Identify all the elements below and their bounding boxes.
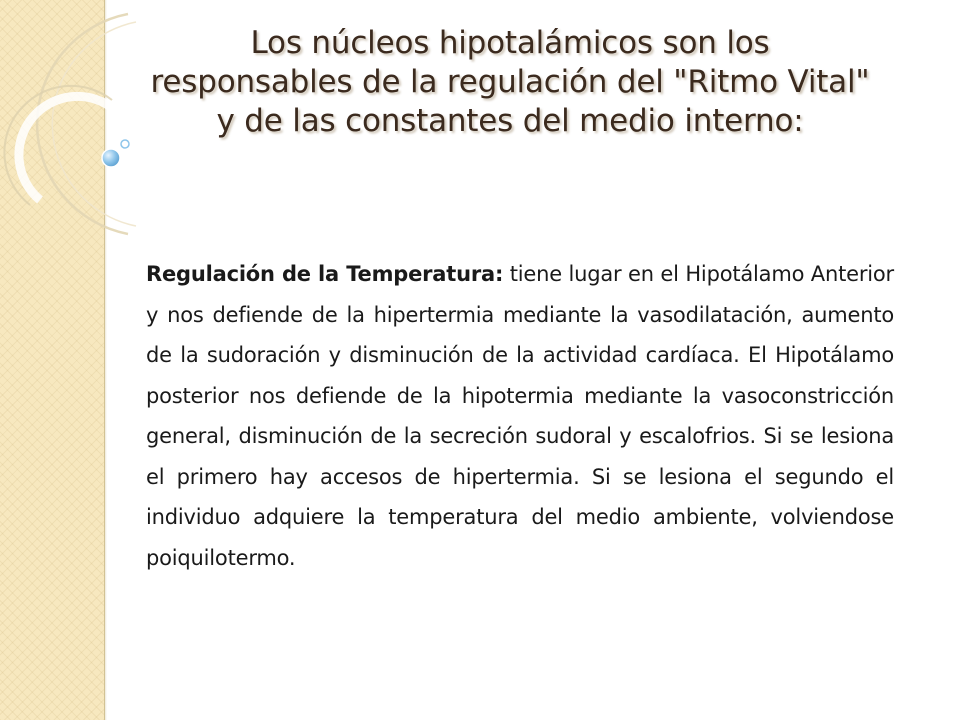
body-lead-term: Regulación de la Temperatura: (146, 262, 504, 286)
body-paragraph (146, 254, 894, 578)
small-bubble-icon (121, 140, 129, 148)
body-description: tiene lugar en el Hipotálamo Anterior y nos defiende de la hipertermia mediante la vasodilatación, aumento de la sudoración y disminución de la actividad cardíaca. El Hipotálamo posterior nos defiende de la hipotermia mediante la vasoconstricción general, disminución de la secreción sudoral y escalofrios. Si se lesiona el primero hay accesos de hipertermia. Si se lesiona el segundo el individuo adquiere la temperatura del medio ambiente, volviendose poiquilotermo. (146, 262, 894, 570)
sidebar-edge-shadow (104, 0, 107, 720)
slide-title: Los núcleos hipotalámicos son los responsables de la regulación del "Ritmo Vital" y de las constantes del medio interno: (150, 25, 870, 139)
decorative-sidebar (0, 0, 105, 720)
